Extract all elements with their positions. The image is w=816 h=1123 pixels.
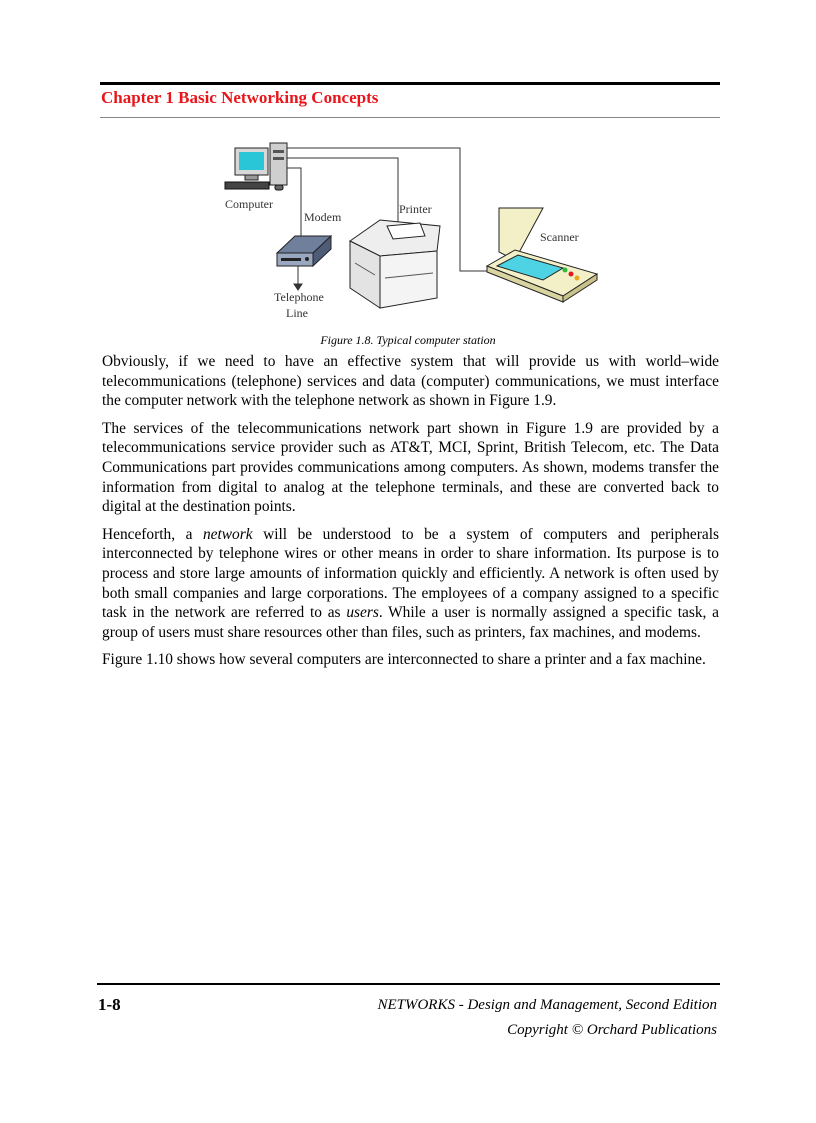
term-network: network — [202, 525, 253, 543]
paragraph-4: Figure 1.10 shows how several computers are interconnected to share a printer and a fax machine. — [102, 651, 706, 669]
telephone-label: Telephone — [274, 290, 324, 304]
chapter-title: Chapter 1 Basic Networking Concepts — [101, 88, 379, 107]
page-number: 1-8 — [98, 995, 121, 1014]
body-text — [102, 352, 719, 678]
footer-rule — [97, 983, 720, 985]
paragraph-3-part-a: Henceforth, a — [102, 525, 203, 543]
paragraph-3 — [102, 525, 719, 643]
paragraph-3-part-b: will be understood to be a system of computers and peripherals interconnected by telephone wires or other means in order to share information. Its purpose is to process and store large amounts of information quickly and efficiently. A network is often used by both small companies and large corporations. The employees of a company assigned to a specific task in the network are referred to as — [102, 525, 719, 622]
header-bottom-rule — [100, 117, 720, 118]
footer-book-title: NETWORKS - Design and Management, Second Edition — [377, 997, 717, 1013]
figure-diagram — [215, 138, 615, 328]
term-users: users — [346, 604, 379, 622]
paragraph-1: Obviously, if we need to have an effective system that will provide us with world–wide telecommunications (telephone) services and data (computer) communications, we must interface the computer network with the telephone network as shown in Figure 1.9. — [102, 353, 719, 410]
scanner-label: Scanner — [540, 230, 579, 244]
modem-icon — [277, 236, 331, 266]
paragraph-2: The services of the telecommunications network part shown in Figure 1.9 are provided by a telecommunications service provider such as AT&T, MCI, Sprint, British Telecom, etc. The Data Communications part provides communications among computers. As shown, modems transfer the information from digital to analog at the telephone terminals, and these are converted back to digital at the destination points. — [102, 419, 719, 516]
modem-label: Modem — [304, 210, 342, 224]
printer-icon — [350, 220, 440, 308]
scanner-icon — [487, 208, 597, 302]
computer-label: Computer — [225, 197, 273, 211]
figure-computer-station — [215, 138, 615, 328]
figure-caption: Figure 1.8. Typical computer station — [320, 333, 496, 347]
header-top-rule — [100, 82, 720, 85]
paragraph-3-part-c: . While a user is normally assigned a specific task, a group of users must share resources other than files, such as printers, fax machines, and modems. — [102, 604, 719, 641]
line-label: Line — [286, 306, 308, 320]
footer-copyright: Copyright © Orchard Publications — [507, 1022, 717, 1038]
modem-connection-line — [287, 168, 301, 238]
printer-label: Printer — [399, 202, 432, 216]
computer-icon — [225, 143, 287, 190]
